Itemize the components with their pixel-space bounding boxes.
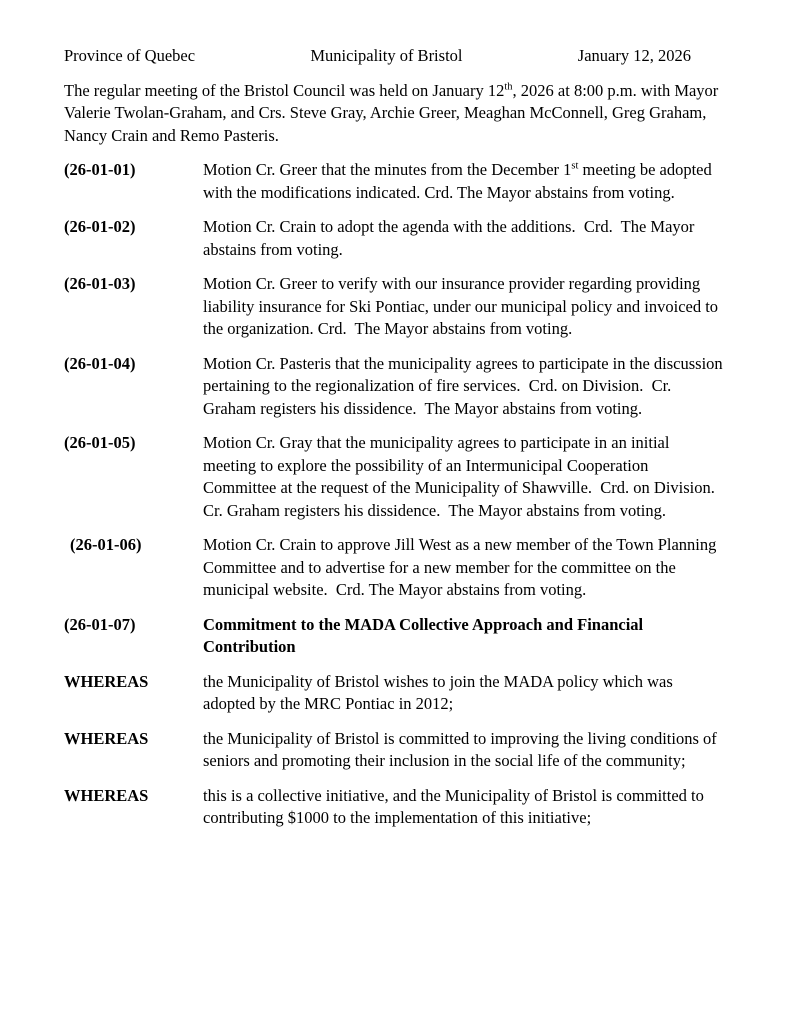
entry-label: WHEREAS (64, 728, 149, 748)
entry-text (203, 671, 723, 716)
entry-label: (26-01-03) (64, 274, 136, 293)
minute-entry (64, 614, 791, 659)
entry-text (203, 216, 723, 261)
header-date: January 12, 2026 (577, 46, 691, 65)
entry-text-segment: Motion Cr. Greer to verify with our insurance provider regarding providing liability insurance for Ski Pontiac, under our municipal policy and invoiced to the organization. Crd. The Mayor abstains from voting. (203, 274, 723, 338)
entry-label: (26-01-02) (64, 217, 136, 236)
whereas-clause (64, 671, 791, 716)
entry-label: (26-01-07) (64, 614, 136, 634)
entry-text (203, 728, 723, 773)
whereas-clause (64, 728, 791, 773)
document-header (64, 45, 691, 68)
intro-paragraph (64, 80, 722, 148)
entry-text (203, 159, 723, 204)
entry-text (203, 353, 727, 421)
minute-entry (64, 216, 791, 261)
entry-text-segment: Motion Cr. Crain to adopt the agenda with the additions. Crd. The Mayor abstains from voting. (203, 217, 699, 259)
entry-text (203, 785, 723, 830)
minute-entry (64, 273, 791, 341)
intro-text-segment: The regular meeting of the Bristol Council was held on January 12 (64, 80, 505, 100)
entry-text-segment: this is a collective initiative, and the Municipality of Bristol is committed to contributing $1000 to the implementation of this initiative; (203, 785, 708, 827)
entry-label: (26-01-05) (64, 433, 136, 452)
entry-label: (26-01-06) (70, 535, 142, 554)
entry-text-segment: the Municipality of Bristol is committed to improving the living conditions of seniors and promoting their inclusion in the social life of the community; (203, 728, 721, 770)
header-province: Province of Quebec (64, 46, 196, 65)
header-municipality: Municipality of Bristol (310, 46, 463, 65)
entry-text (203, 534, 723, 602)
entry-text-segment: Commitment to the MADA Collective Approach and Financial Contribution (203, 614, 648, 656)
entry-text-segment: the Municipality of Bristol wishes to join the MADA policy which was adopted by the MRC Pontiac in 2012; (203, 671, 677, 713)
minute-entry (64, 353, 791, 421)
entry-label: (26-01-04) (64, 353, 136, 373)
entry-text (203, 432, 723, 522)
ordinal-superscript: st (571, 160, 579, 172)
entry-label: WHEREAS (64, 671, 149, 691)
minute-entry (64, 534, 791, 602)
entry-label: (26-01-01) (64, 160, 136, 179)
entry-text-segment: Motion Cr. Crain to approve Jill West as a new member of the Town Planning Committee and to advertise for a new member for the committee on the municipal website. Crd. The Mayor abstains from voting. (203, 535, 721, 599)
entry-resolution-title (203, 614, 723, 659)
entry-text (203, 273, 723, 341)
minute-entry (64, 159, 791, 204)
entry-label: WHEREAS (64, 785, 149, 805)
entry-text-segment: Motion Cr. Pasteris that the municipality agrees to participate in the discussion pertaining to the regionalization of fire services. Crd. on Division. Cr. Graham registers his dissidence. The Mayor abstains from voting. (203, 353, 727, 418)
minute-entry (64, 432, 791, 522)
intro-text-segment: , 2026 at 8:00 p.m. with Mayor Valerie Twolan-Graham, and Crs. Steve Gray, Archie Greer, Meaghan McConnell, Greg Graham, Nancy Crain and Remo Pasteris. (64, 80, 723, 145)
ordinal-superscript: th (504, 81, 513, 92)
entry-text-segment: Motion Cr. Greer that the minutes from the December 1 (203, 160, 572, 179)
entry-text-segment: meeting be adopted with the modifications indicated. Crd. The Mayor abstains from voting. (203, 160, 716, 202)
entry-text-segment: Motion Cr. Gray that the municipality agrees to participate in an initial meeting to explore the possibility of an Intermunicipal Cooperation Committee at the request of the Municipality of Shawville. Crd. on Division. Cr. Graham registers his dissidence. The Mayor abstains from voting. (203, 433, 720, 520)
whereas-clause (64, 785, 791, 830)
